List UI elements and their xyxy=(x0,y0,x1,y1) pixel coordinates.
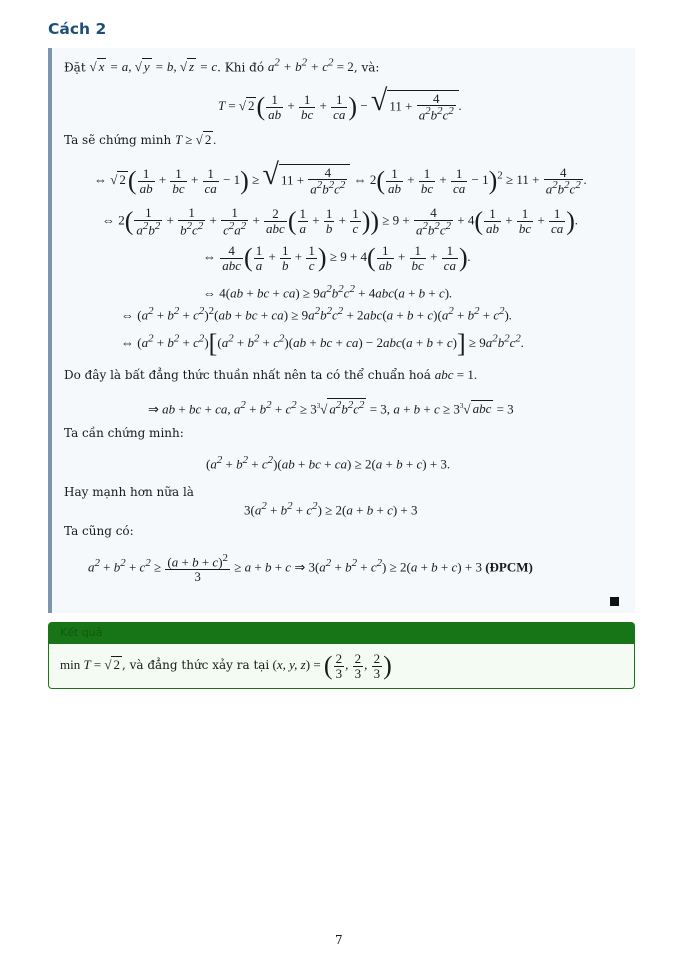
stronger-inequality: $3(a^2 + b^2 + c^2) \ge 2(a + b + c) + 3$ xyxy=(244,500,418,518)
claim-text: Ta sẽ chứng minh xyxy=(64,133,172,147)
conclusion-label: (ĐPCM) xyxy=(485,559,533,575)
result-text: , và đẳng thức xảy ra tại xyxy=(121,658,270,673)
equivalence-3: ⇔ 4 abc ( $\frac{1}{a}$ + $\frac{1}{b}$ + $\frac{1}{c}$ ) ≥ 9 + 4( $\frac{1}{ab}$ + $\frac{1}{bc}$ + $\frac{1}{ca}$ ). xyxy=(203,243,471,273)
equivalence-5: ⇔ $(a^2 + b^2 + c^2)^2(ab$ + bc + $ca) \ge 9a^2b^2c^2 + 2abc(a + b + c)(a^2 + b^2 + c^2)$. xyxy=(121,305,513,323)
intro-text: Đặt xyxy=(64,60,86,75)
need-line: Ta cần chứng minh: xyxy=(64,426,184,440)
homogeneous-text: Do đây là bất đẳng thức thuần nhất nên ta có thể chuẩn hoá xyxy=(64,368,431,382)
claim-line: Ta sẽ chứng minh T ≥ √ 2 . xyxy=(64,132,217,147)
final-inequality: $a^2 + b^2 + c^2$ ≥ $\frac{(a + b + c)^2}{3}$ ≥ a + b + c ⇒ $3(a^2 + b^2 + c^2) \ge 2(a + b + c) + 3$ (ĐPCM) xyxy=(88,552,533,584)
equivalence-4: ⇔ 4(ab + bc + $ca) \ge 9a^2b^2c^2 + 4abc(a + b + c)$. xyxy=(203,283,453,301)
equation-T: T = √ 2( $\frac{1}{ab}$ + $\frac{1}{bc}$ + $\frac{1}{ca}$ ) − √ 11 + $\frac{4}{a^2b^2c^2}$ . xyxy=(218,84,463,123)
qed-square xyxy=(610,597,619,606)
normalization-line: ⇒ ab + bc + ca, $a^2 + b^2 + c^2 \ge 3^3√$ $a^2b^2c^2 = 3$, $a + b + c \ge 3^3√$ abc = 3 xyxy=(148,399,514,417)
also-line: Ta cũng có: xyxy=(64,524,134,538)
result-line: min T = √ 2 , và đẳng thức xảy ra tại (x, y, z) = ( $\frac{2}{3}$ , $\frac{2}{3}$ , $\frac{2}{3}$ ) xyxy=(60,651,392,681)
page-number: 7 xyxy=(335,933,343,947)
section-heading: Cách 2 xyxy=(48,20,107,38)
stronger-text: Hay mạnh hơn nữa là xyxy=(64,485,194,499)
intro-line: Đặt √ x = a, √ y = b, √ z = c. Khi đó $a^2 + b^2 + c^2 = 2$, và: xyxy=(64,57,380,75)
intro-then: . Khi đó xyxy=(217,60,265,75)
intro-and: , và: xyxy=(353,60,380,75)
equivalence-2: ⇔ 2( $\frac{1}{a^2b^2}$ + $\frac{1}{b^2c^2}$ + $\frac{1}{c^2a^2}$ + 2 abc ( $\frac{1}{a}$ + $\frac{1}{b}$ + $\frac{1}{c}$ )) ≥ 9 + $\frac{4}{a^2b^2c^2}$ + 4( $\frac{1}{ab}$ + $\frac{1}{bc}$ + $\frac{1}{ca}$ ). xyxy=(102,205,579,237)
equivalence-6: ⇔ $(a^2 + b^2 + c^2)[(a^2 + b^2 + c^2)(ab$ + bc + $ca) - 2abc(a + b + c)] \ge 9a^2b^2c^2$. xyxy=(121,329,525,358)
stronger-line xyxy=(64,486,194,498)
target-inequality: $(a^2 + b^2 + c^2)(ab$ + bc + ca) ≥ 2(a + b + c) + 3. xyxy=(206,454,451,472)
result-header: Kết quả xyxy=(48,622,635,644)
homogeneous-line: Do đây là bất đẳng thức thuần nhất nên ta có thể chuẩn hoá abc = 1. xyxy=(64,367,478,382)
equivalence-1: ⇔ √ 2( $\frac{1}{ab}$ + $\frac{1}{bc}$ + $\frac{1}{ca}$ − 1) ≥ √ 11 + $\frac{4}{a^2b^2c^2}$ ⇔ 2( $\frac{1}{ab}$ + $\frac{1}{bc}$ + $\frac{1}{ca}$ − 1)$^2$ ≥ 11 + $\frac{4}{a^2b^2c^2}$ . xyxy=(94,158,587,197)
